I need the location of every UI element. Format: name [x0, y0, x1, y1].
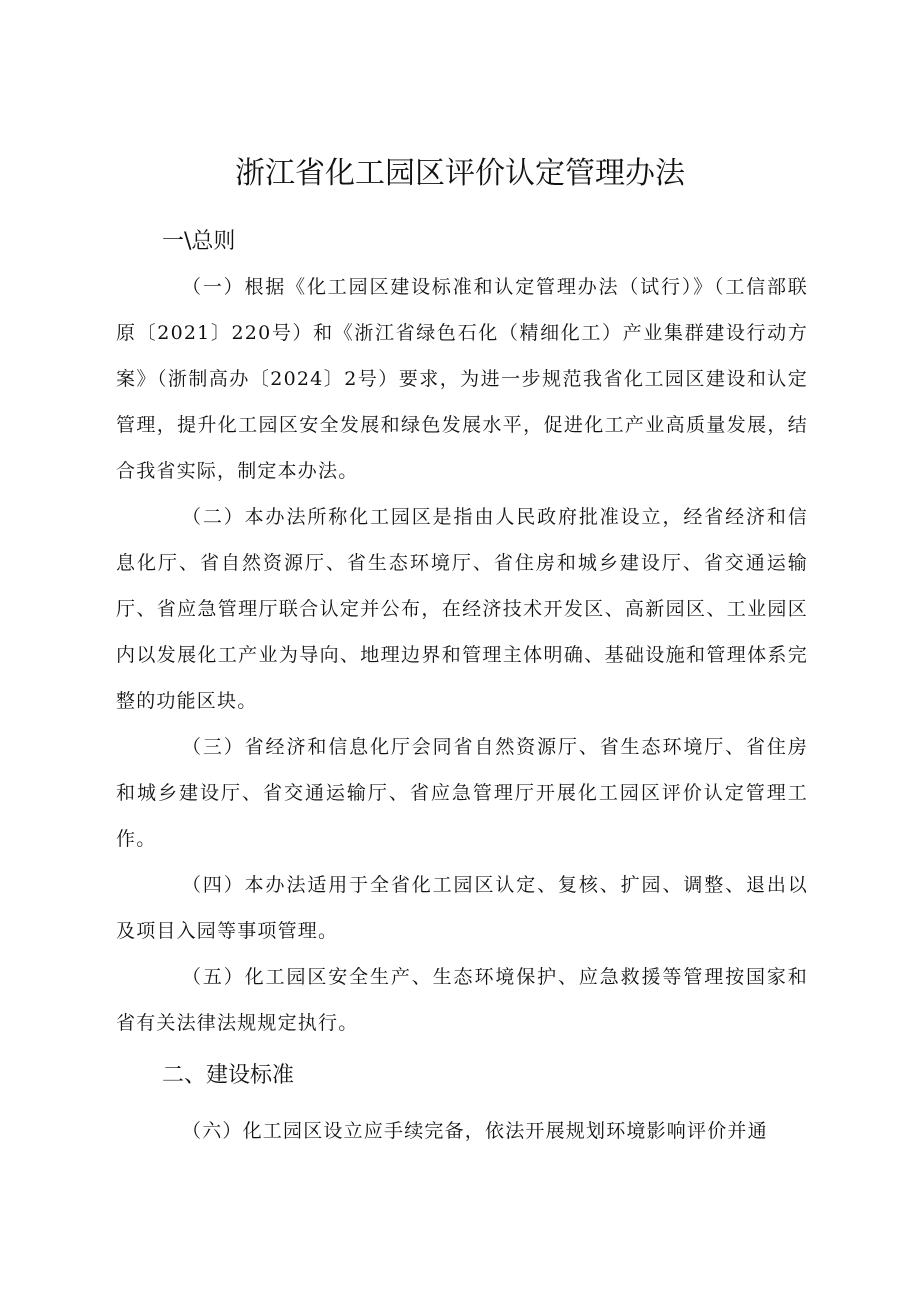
- paragraph-3: （三）省经济和信息化厅会同省自然资源厅、省生态环境厅、省住房和城乡建设厅、省交通运输厅、省应急管理厅开展化工园区评价认定管理工作。: [116, 736, 808, 850]
- paragraph-4: （四）本办法适用于全省化工园区认定、复核、扩园、调整、退出以及项目入园等事项管理。: [116, 874, 808, 942]
- section-heading-general: 一\总则: [162, 229, 236, 254]
- paragraph-2: （二）本办法所称化工园区是指由人民政府批准设立，经省经济和信息化厅、省自然资源厅、省生态环境厅、省住房和城乡建设厅、省交通运输厅、省应急管理厅联合认定并公布，在经济技术开发区、高新园区、工业园区内以发展化工产业为导向、地理边界和管理主体明确、基础设施和管理体系完整的功能区块。: [116, 506, 808, 712]
- document-title: 浙江省化工园区评价认定管理办法: [235, 156, 685, 191]
- paragraph-6: （六）化工园区设立应手续完备，依法开展规划环境影响评价并通: [182, 1120, 768, 1142]
- section-heading-standards: 二、建设标准: [162, 1063, 295, 1088]
- paragraph-1: （一）根据《化工园区建设标准和认定管理办法（试行）》（工信部联原〔2021〕220号）和《浙江省绿色石化（精细化工）产业集群建设行动方案》（浙制高办〔2024〕2号）要求，为进一步规范我省化工园区建设和认定管理，提升化工园区安全发展和绿色发展水平，促进化工产业高质量发展，结合我省实际，制定本办法。: [116, 276, 808, 482]
- paragraph-5: （五）化工园区安全生产、生态环境保护、应急救援等管理按国家和省有关法律法规规定执行。: [116, 966, 808, 1034]
